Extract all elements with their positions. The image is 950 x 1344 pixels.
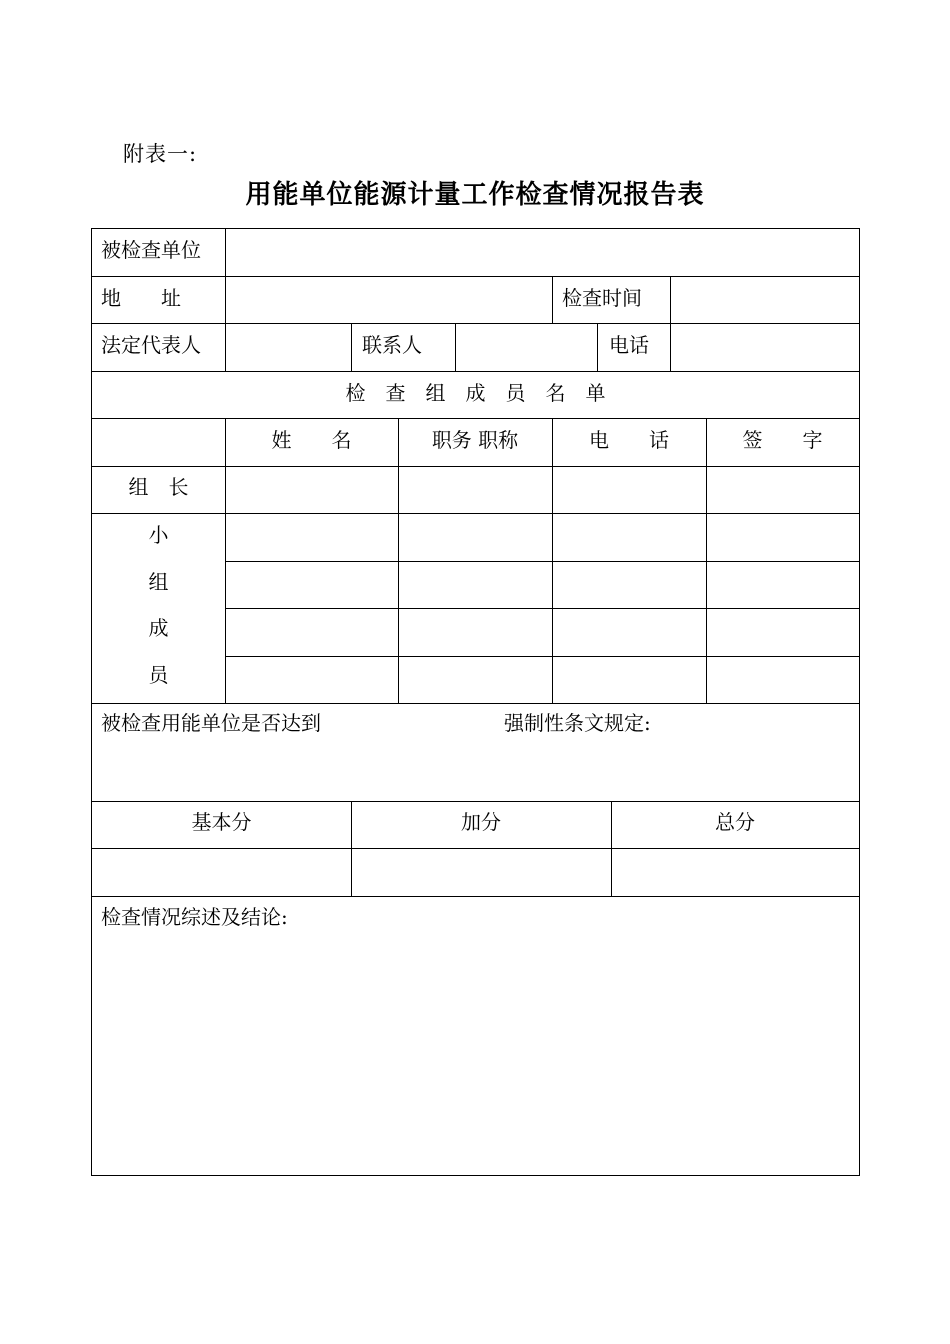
contact-label: 联系人 xyxy=(362,333,422,357)
appendix-label: 附表一: xyxy=(123,142,198,166)
total-score-field[interactable] xyxy=(612,849,859,896)
column-header-position: 职务 职称 xyxy=(431,428,519,452)
column-header-name: 姓 名 xyxy=(271,428,352,452)
legal-rep-field[interactable] xyxy=(226,324,351,371)
bonus-score-field[interactable] xyxy=(352,849,611,896)
inspection-time-label: 检查时间 xyxy=(562,286,642,310)
members-label-char: 员 xyxy=(148,663,169,687)
members-label-char: 小 xyxy=(148,523,169,547)
legal-rep-label: 法定代表人 xyxy=(101,333,201,357)
compliance-mandatory-label: 强制性条文规定: xyxy=(504,711,651,735)
address-field[interactable] xyxy=(226,277,552,323)
phone-label: 电话 xyxy=(609,333,649,357)
inspected-unit-label: 被检查单位 xyxy=(101,238,201,262)
leader-label: 组 长 xyxy=(128,475,189,499)
members-label-char: 组 xyxy=(148,570,169,594)
bonus-score-header: 加分 xyxy=(461,810,501,834)
compliance-question: 被检查用能单位是否达到 xyxy=(101,711,321,735)
inspected-unit-field[interactable] xyxy=(226,229,859,276)
inspection-time-field[interactable] xyxy=(671,277,859,323)
contact-field[interactable] xyxy=(456,324,597,371)
form-title: 用能单位能源计量工作检查情况报告表 xyxy=(245,180,705,210)
basic-score-header: 基本分 xyxy=(191,810,252,834)
total-score-header: 总分 xyxy=(715,810,755,834)
column-header-signature: 签 字 xyxy=(742,428,823,452)
summary-label: 检查情况综述及结论: xyxy=(101,905,288,929)
report-form-table xyxy=(91,228,860,1176)
column-header-phone: 电 话 xyxy=(589,428,669,452)
phone-field[interactable] xyxy=(671,324,859,371)
members-label-char: 成 xyxy=(148,616,169,640)
team-list-heading: 检 查 组 成 员 名 单 xyxy=(345,381,606,405)
summary-field[interactable] xyxy=(92,934,859,1174)
basic-score-field[interactable] xyxy=(92,849,351,896)
address-label: 地 址 xyxy=(101,286,181,310)
